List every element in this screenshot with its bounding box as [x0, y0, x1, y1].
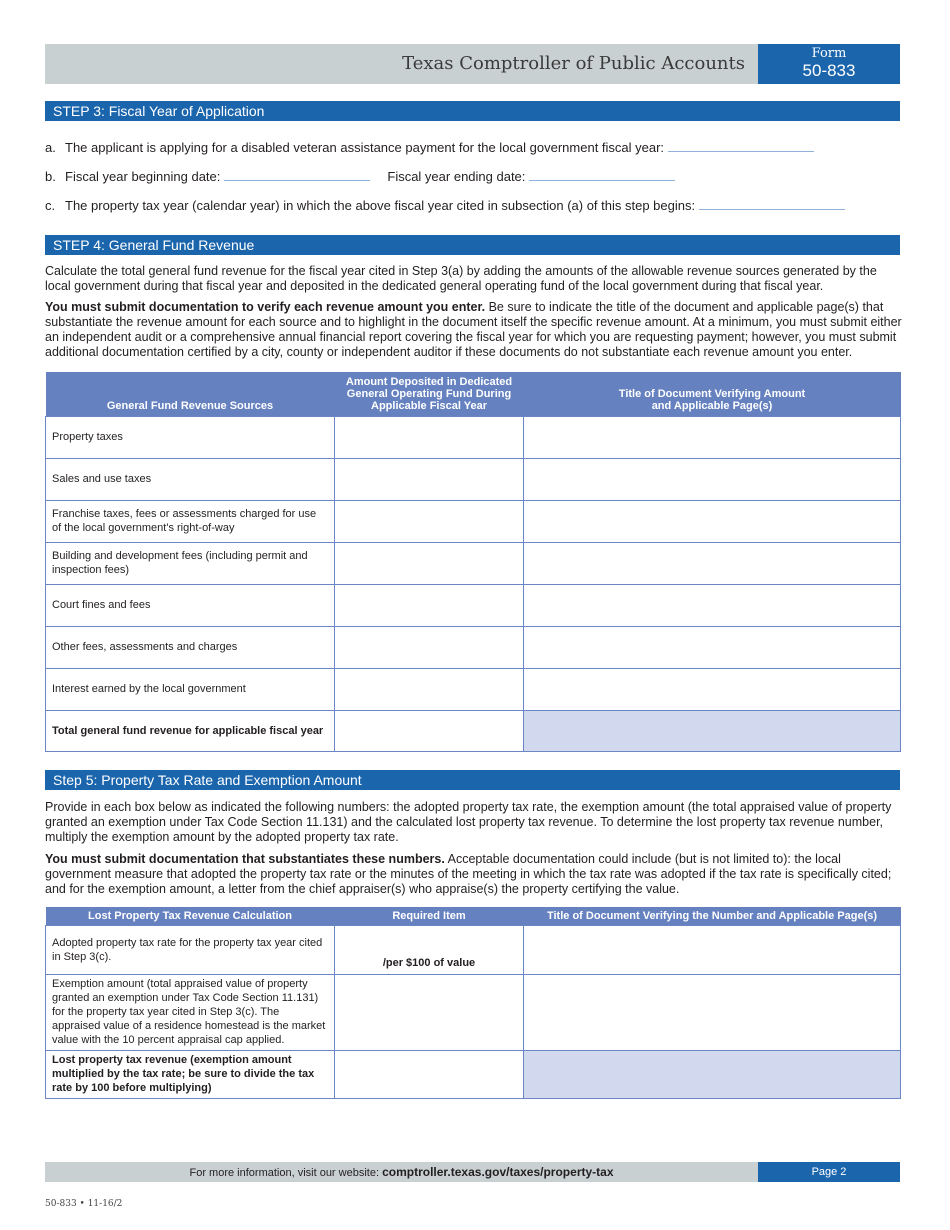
revenue-source-interest: Interest earned by the local government	[46, 668, 335, 710]
revenue-source-property-taxes: Property taxes	[46, 416, 335, 458]
document-cell[interactable]	[524, 458, 901, 500]
fiscal-year-field[interactable]	[668, 140, 814, 152]
document-cell[interactable]	[524, 626, 901, 668]
document-cell[interactable]	[524, 416, 901, 458]
table-row	[46, 584, 901, 626]
tax-rate-cell[interactable]	[335, 925, 524, 974]
document-cell[interactable]	[524, 668, 901, 710]
form-revision: 50-833 • 11-16/2	[45, 1199, 123, 1209]
revenue-source-sales-taxes: Sales and use taxes	[46, 458, 335, 500]
step4-intro: Calculate the total general fund revenue for the fiscal year cited in Step 3(a) by adding the amounts of the allowable revenue sources generated by the local government during that fiscal year and deposited in the dedicated general operating fund of the local government during that fiscal year.	[45, 264, 877, 293]
step5-doc-bold: You must submit documentation that substantiates these numbers.	[45, 852, 445, 866]
tax-year-field[interactable]	[699, 198, 845, 210]
revenue-source-court-fines: Court fines and fees	[46, 584, 335, 626]
step3-a-text: The applicant is applying for a disabled veteran assistance payment for the local government fiscal year:	[65, 140, 665, 155]
general-fund-revenue-table	[45, 372, 901, 752]
step3-c-letter: c.	[45, 198, 56, 213]
document-cell[interactable]	[524, 584, 901, 626]
step4-doc-text: Be sure to indicate the title of the document and applicable page(s) that substantiate the revenue amount for each source and to highlight in the document itself the specific revenue amount. At a minimum, you must submit either an independent audit or a comprehensive annual financial report covering the fiscal year for which you are requesting payment; however, you must submit additional documentation certified by a city, county or independent auditor if these documents do not substantiate each revenue amount you enter.	[45, 300, 902, 359]
table-row	[46, 974, 901, 1050]
revenue-col-document: Title of Document Verifying Amount and Applicable Page(s)	[524, 372, 901, 416]
table-row	[46, 626, 901, 668]
footer-prefix: For more information, visit our website:	[189, 1167, 383, 1179]
footer-info	[45, 1165, 758, 1179]
lost-col-calculation: Lost Property Tax Revenue Calculation	[46, 907, 335, 925]
table-row	[46, 710, 901, 751]
revenue-table-header-row	[46, 372, 901, 416]
step3-line-c	[45, 198, 845, 214]
step3-a-letter: a.	[45, 140, 56, 155]
step3-line-a	[45, 140, 814, 156]
step5-documentation-note	[45, 852, 905, 897]
exemption-amount-cell[interactable]	[335, 974, 524, 1050]
form-number: 50-833	[802, 61, 856, 80]
page-number: Page 2	[758, 1162, 900, 1182]
table-row	[46, 925, 901, 974]
lost-revenue-label: Lost property tax revenue (exemption amount multiplied by the tax rate; be sure to divide the tax rate by 100 before multiplying)	[46, 1050, 335, 1098]
table-row	[46, 542, 901, 584]
shaded-cell	[524, 710, 901, 751]
step4-title: STEP 4: General Fund Revenue	[45, 235, 900, 255]
fiscal-begin-label: Fiscal year beginning date:	[65, 169, 221, 184]
exemption-amount-label: Exemption amount (total appraised value of property granted an exemption under Tax Code Section 11.131) for the property tax year cited in Step 3(c). The appraised value of a residence homestead is the market value with the 10 percent appraisal cap applied.	[46, 974, 335, 1050]
table-row	[46, 500, 901, 542]
revenue-source-building-fees: Building and development fees (including permit and inspection fees)	[46, 542, 335, 584]
step3-c-text: The property tax year (calendar year) in which the above fiscal year cited in subsection (a) of this step begins:	[65, 198, 696, 213]
step4-doc-bold: You must submit documentation to verify each revenue amount you enter.	[45, 300, 486, 314]
table-row	[46, 668, 901, 710]
revenue-col-sources: General Fund Revenue Sources	[46, 372, 335, 416]
website-link[interactable]: comptroller.texas.gov/taxes/property-tax	[382, 1165, 614, 1179]
amount-cell[interactable]	[335, 500, 524, 542]
lost-revenue-header-row	[46, 907, 901, 925]
document-cell[interactable]	[524, 500, 901, 542]
amount-cell[interactable]	[335, 668, 524, 710]
page-header	[45, 44, 900, 84]
total-amount-cell[interactable]	[335, 710, 524, 751]
step5-title: Step 5: Property Tax Rate and Exemption Amount	[45, 770, 900, 790]
amount-cell[interactable]	[335, 542, 524, 584]
lost-revenue-cell[interactable]	[335, 1050, 524, 1098]
rate-unit-label: /per $100 of value	[382, 956, 476, 969]
step5-doc-text: Acceptable documentation could include (but is not limited to): the local government measure that adopted the property tax rate or the minutes of the meeting in which the tax rate was adopted if the tax rate is specifically cited; and for the exemption amount, a letter from the chief appraiser(s) who appraise(s) the property certifying the value.	[45, 852, 892, 896]
table-row	[46, 416, 901, 458]
document-cell[interactable]	[524, 542, 901, 584]
agency-title: Texas Comptroller of Public Accounts	[402, 53, 745, 74]
fiscal-end-field[interactable]	[529, 169, 675, 181]
table-row	[46, 458, 901, 500]
fiscal-begin-field[interactable]	[224, 169, 370, 181]
document-cell[interactable]	[524, 925, 901, 974]
shaded-cell	[524, 1050, 901, 1098]
lost-col-document: Title of Document Verifying the Number and Applicable Page(s)	[524, 907, 901, 925]
document-cell[interactable]	[524, 974, 901, 1050]
step5-intro: Provide in each box below as indicated the following numbers: the adopted property tax rate, the exemption amount (the total appraised value of property granted an exemption under Tax Code Section 11.131) and the calculated lost property tax revenue. To determine the lost property tax revenue number, multiply the exemption amount by the adopted property tax rate.	[45, 800, 892, 844]
step3-line-b	[45, 169, 675, 185]
form-number-box	[758, 44, 900, 84]
form-label: Form	[811, 46, 847, 61]
lost-revenue-table	[45, 907, 901, 1099]
table-row	[46, 1050, 901, 1098]
amount-cell[interactable]	[335, 416, 524, 458]
step3-b-letter: b.	[45, 169, 56, 184]
revenue-col-amount: Amount Deposited in Dedicated General Operating Fund During Applicable Fiscal Year	[335, 372, 524, 416]
step3-title: STEP 3: Fiscal Year of Application	[45, 101, 900, 121]
page-footer	[45, 1162, 900, 1182]
revenue-source-other-fees: Other fees, assessments and charges	[46, 626, 335, 668]
amount-cell[interactable]	[335, 584, 524, 626]
fiscal-end-label: Fiscal year ending date:	[387, 169, 526, 184]
lost-col-required: Required Item	[335, 907, 524, 925]
revenue-total-label: Total general fund revenue for applicable fiscal year	[46, 710, 335, 751]
revenue-source-franchise-taxes: Franchise taxes, fees or assessments charged for use of the local government's right-of-way	[46, 500, 335, 542]
tax-rate-label: Adopted property tax rate for the property tax year cited in Step 3(c).	[46, 925, 335, 974]
step4-documentation-note	[45, 300, 905, 360]
amount-cell[interactable]	[335, 458, 524, 500]
amount-cell[interactable]	[335, 626, 524, 668]
